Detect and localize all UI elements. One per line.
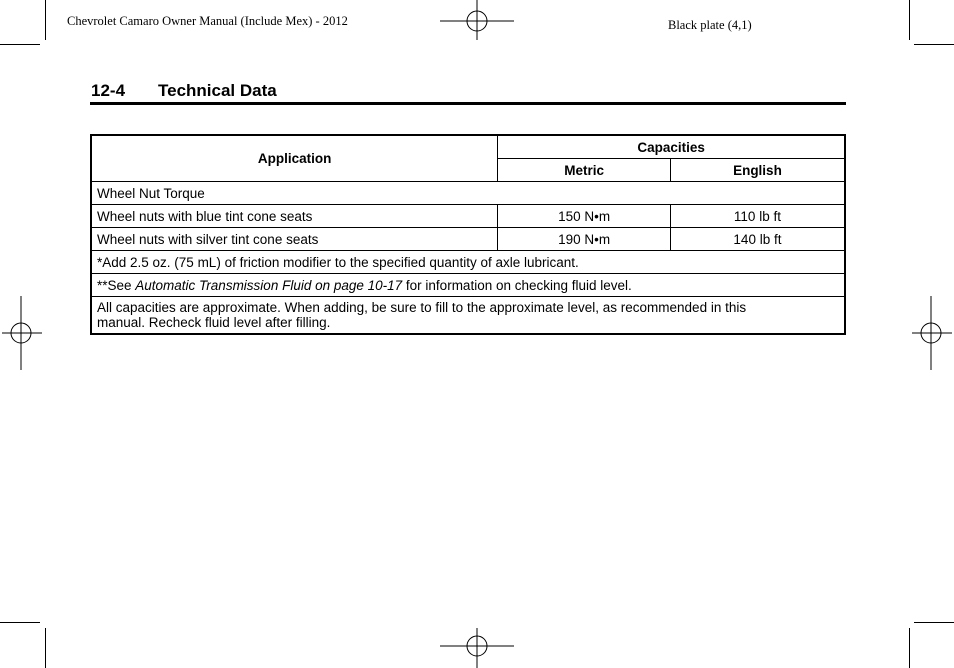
header-english: English [670, 159, 845, 182]
crop-mark [909, 0, 910, 40]
note-axle-lubricant: *Add 2.5 oz. (75 mL) of friction modifier to the specified quantity of axle lubricant. [91, 251, 845, 274]
capacities-table [90, 134, 846, 335]
section-heading [90, 80, 846, 105]
plate-label: Black plate (4,1) [668, 18, 752, 32]
header-application: Application [91, 135, 498, 182]
table-row [91, 297, 845, 335]
table-row [91, 251, 845, 274]
note-transmission-fluid [91, 274, 845, 297]
crop-mark [914, 622, 954, 623]
header-metric: Metric [498, 159, 671, 182]
table-row [91, 228, 845, 251]
section-title: Technical Data [158, 81, 277, 100]
table-row [91, 182, 845, 205]
cross-reference-link[interactable]: Automatic Transmission Fluid on page 10-17 [135, 277, 403, 293]
crop-mark [0, 622, 40, 623]
application-cell: Wheel nuts with silver tint cone seats [91, 228, 498, 251]
crop-mark [909, 628, 910, 668]
table-row [91, 274, 845, 297]
group-label: Wheel Nut Torque [91, 182, 845, 205]
registration-mark-icon [440, 624, 516, 668]
crop-mark [45, 0, 46, 40]
header-capacities: Capacities [498, 135, 845, 159]
table-row [91, 205, 845, 228]
note-capacities-approximate: All capacities are approximate. When adding, be sure to fill to the approximate level, as recommended in this manual. Recheck fluid level after filling. [91, 297, 845, 335]
application-cell: Wheel nuts with blue tint cone seats [91, 205, 498, 228]
registration-mark-icon [0, 296, 46, 372]
metric-cell: 190 N•m [498, 228, 671, 251]
crop-mark [914, 44, 954, 45]
note-prefix: **See [97, 277, 136, 293]
metric-cell: 150 N•m [498, 205, 671, 228]
english-cell: 110 lb ft [670, 205, 845, 228]
note-suffix: for information on checking fluid level. [402, 277, 632, 293]
crop-mark [45, 628, 46, 668]
manual-title: Chevrolet Camaro Owner Manual (Include Mex) - 2012 [67, 14, 348, 28]
registration-mark-icon [440, 0, 516, 44]
registration-mark-icon [908, 296, 954, 372]
english-cell: 140 lb ft [670, 228, 845, 251]
crop-mark [0, 44, 40, 45]
section-number: 12-4 [91, 81, 126, 100]
